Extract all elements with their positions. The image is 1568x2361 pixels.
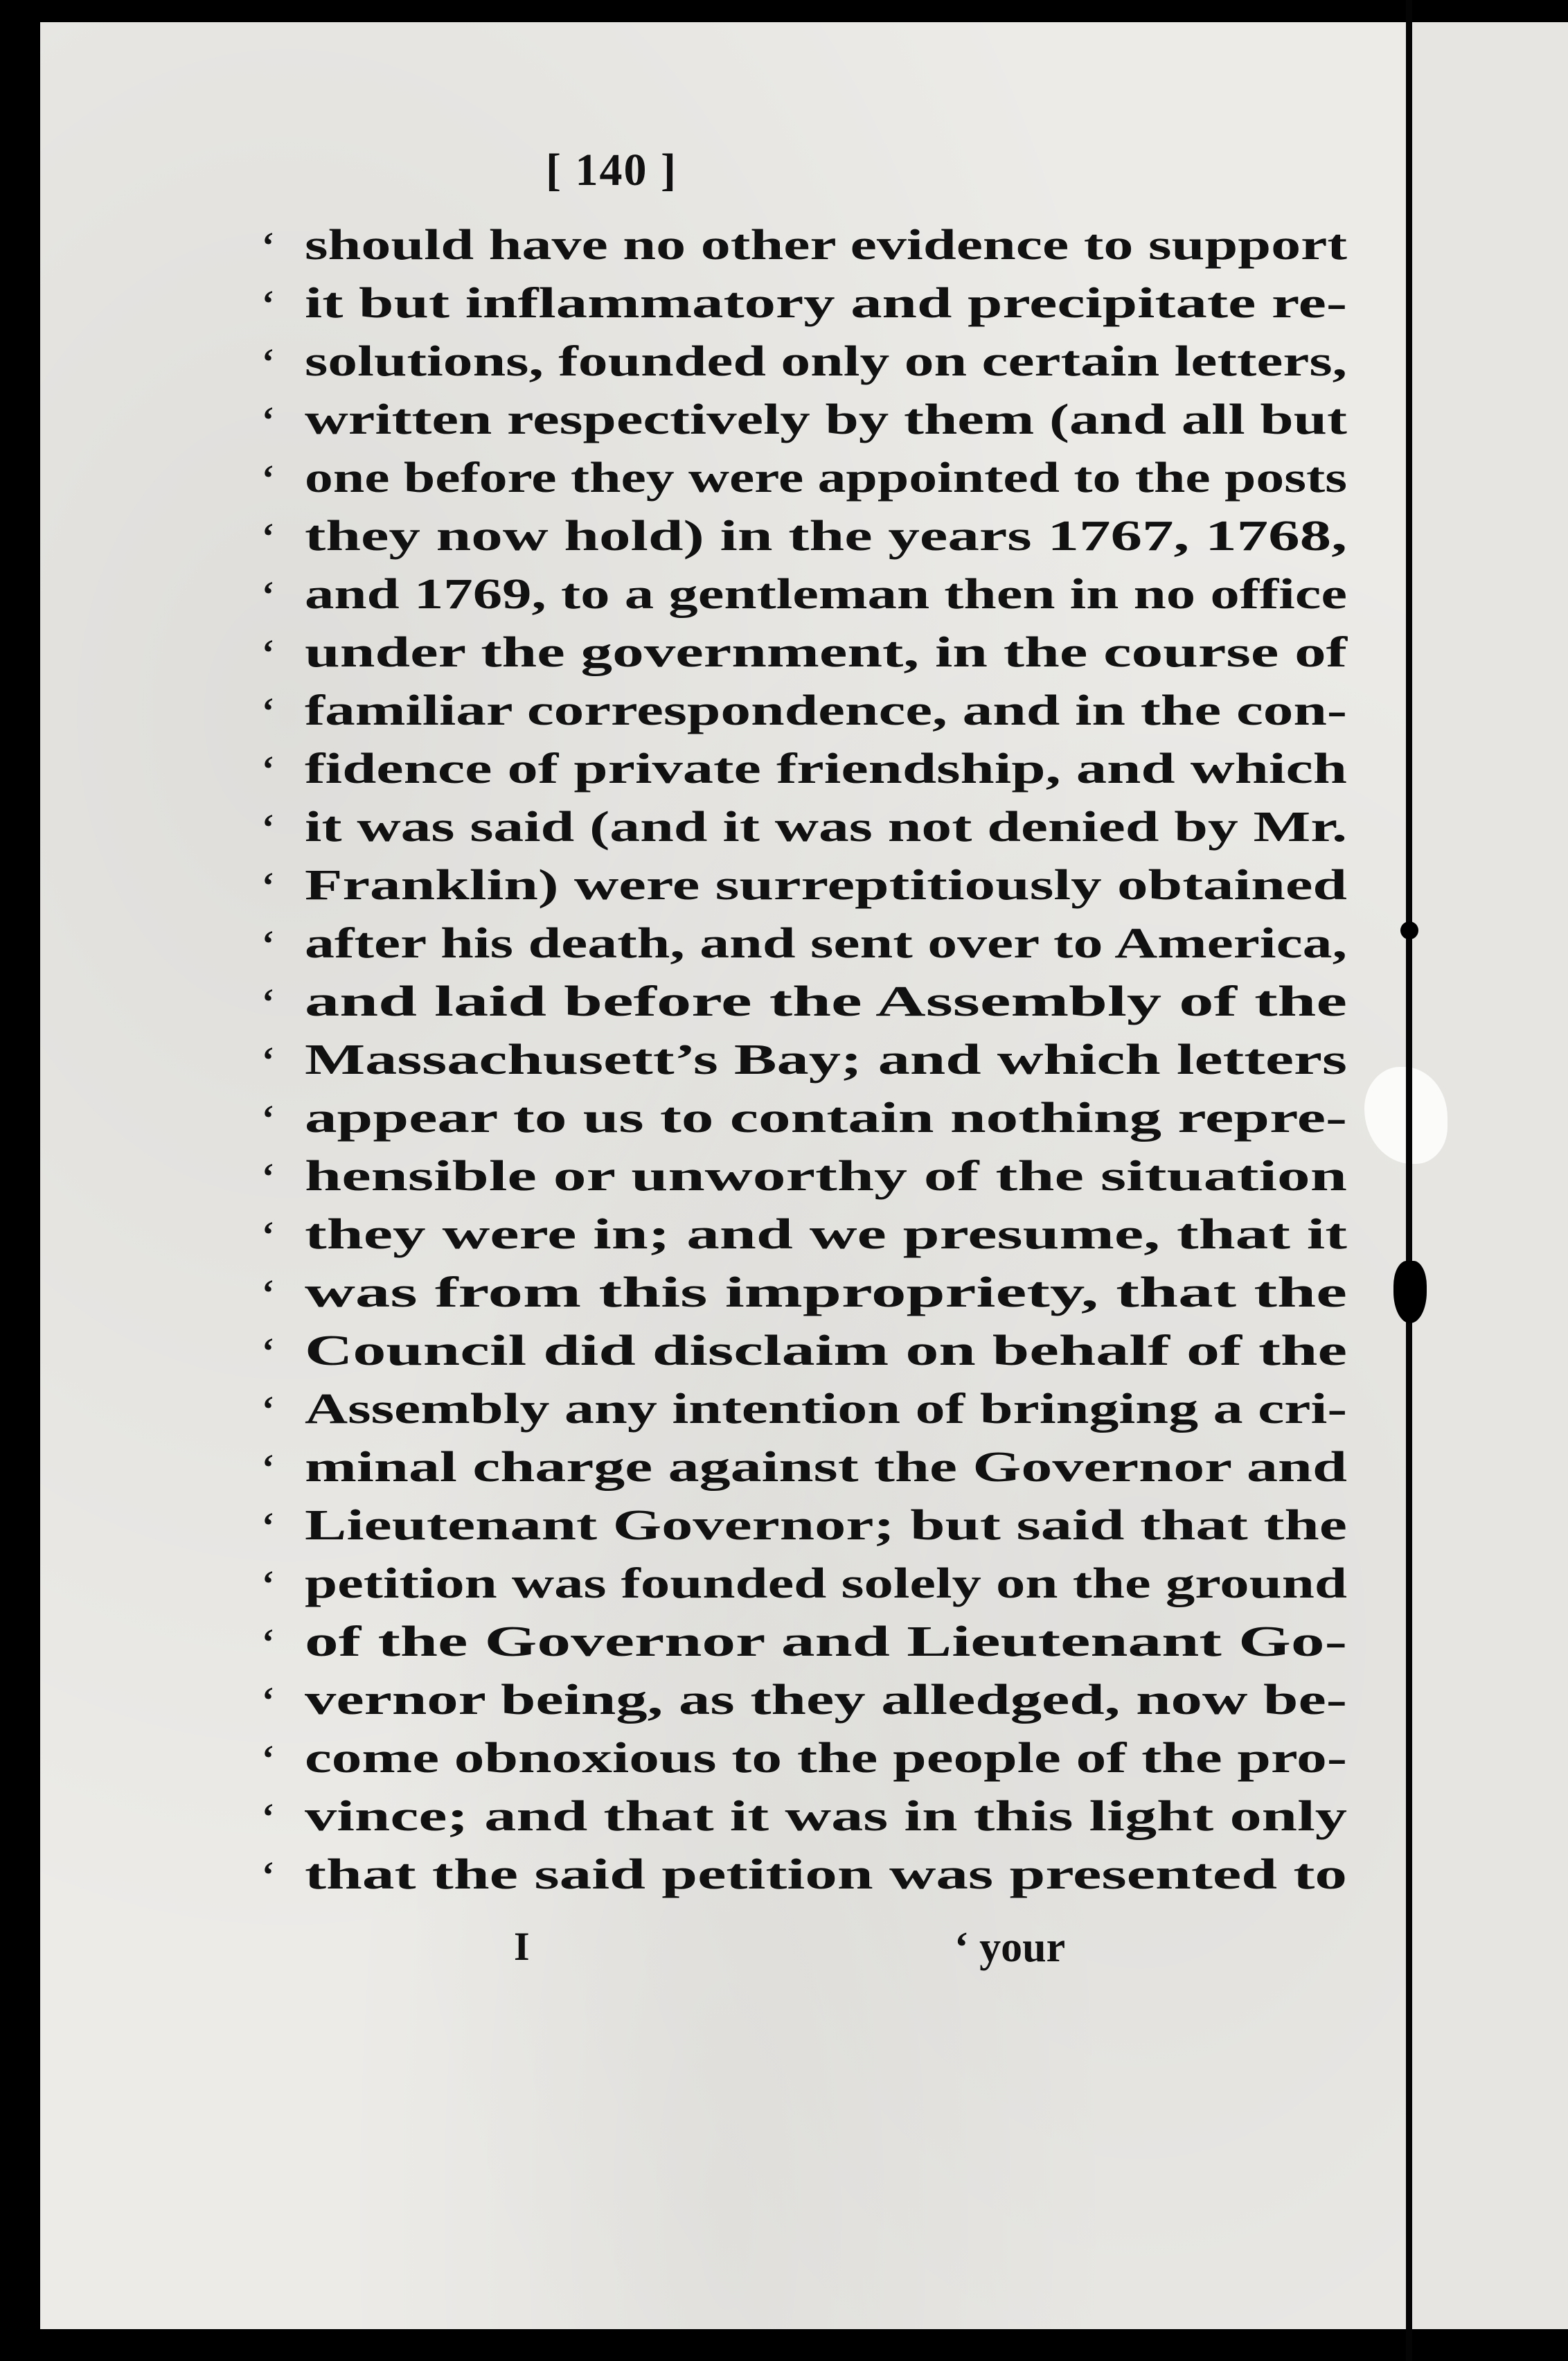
quote-mark: ‘ <box>262 515 274 557</box>
text-line <box>262 740 1347 798</box>
text-line <box>262 333 1348 391</box>
body-text <box>262 216 1348 1904</box>
line-text: fidence of private friendship, and which <box>305 745 1347 793</box>
line-text: one before they were appointed to the posts <box>305 454 1347 502</box>
text-line <box>262 973 1347 1031</box>
text-line <box>262 1787 1348 1846</box>
text-line <box>262 1205 1347 1264</box>
line-text: they now hold) in the years 1767, 1768, <box>305 513 1347 560</box>
line-text: Assembly any intention of bringing a cri- <box>305 1386 1347 1433</box>
line-text: appear to us to contain nothing repre- <box>305 1095 1348 1142</box>
text-line <box>262 1031 1347 1089</box>
line-text: familiar correspondence, and in the con- <box>305 687 1348 734</box>
text-line <box>262 798 1348 856</box>
text-line <box>262 914 1348 973</box>
quote-mark: ‘ <box>262 1330 274 1372</box>
text-line <box>262 1846 1348 1904</box>
text-line <box>262 1613 1348 1671</box>
text-line <box>262 1438 1348 1496</box>
gutter-mark <box>1400 921 1418 939</box>
line-text: solutions, founded only on certain letters, <box>305 338 1348 385</box>
quote-mark: ‘ <box>262 748 274 790</box>
page-number-header: [ 140 ] <box>546 145 677 195</box>
line-text: come obnoxious to the people of the pro- <box>305 1735 1347 1782</box>
text-line <box>262 391 1347 449</box>
text-line <box>262 274 1348 333</box>
quote-mark: ‘ <box>262 341 274 382</box>
text-line <box>262 1264 1347 1322</box>
quote-mark: ‘ <box>262 690 274 732</box>
bleed-through-area <box>47 230 206 2101</box>
signature-mark: I <box>514 1924 530 1969</box>
line-text: vernor being, as they alledged, now be- <box>305 1677 1347 1724</box>
text-line <box>262 1496 1347 1555</box>
quote-mark: ‘ <box>262 574 274 615</box>
quote-mark: ‘ <box>262 1214 274 1255</box>
catchword: ‘ your <box>954 1924 1066 1971</box>
text-line <box>262 565 1348 624</box>
text-line <box>262 682 1348 740</box>
text-line <box>262 449 1347 507</box>
line-text: after his death, and sent over to America, <box>305 920 1348 967</box>
quote-mark: ‘ <box>262 1621 274 1663</box>
quote-mark: ‘ <box>262 1039 274 1081</box>
text-line <box>262 1089 1348 1147</box>
quote-mark: ‘ <box>262 224 274 266</box>
quote-mark: ‘ <box>262 1388 274 1430</box>
line-text: Franklin) were surreptitiously obtained <box>305 862 1348 909</box>
quote-mark: ‘ <box>262 457 274 499</box>
line-text: that the said petition was presented to <box>305 1851 1348 1898</box>
quote-mark: ‘ <box>262 1097 274 1139</box>
text-line <box>262 1555 1348 1613</box>
quote-mark: ‘ <box>262 1796 274 1837</box>
text-line <box>262 507 1347 565</box>
text-line <box>262 1322 1348 1380</box>
line-text: and 1769, to a gentleman then in no office <box>305 571 1348 618</box>
text-line <box>262 1671 1347 1729</box>
quote-mark: ‘ <box>262 806 274 848</box>
line-text: and laid before the Assembly of the <box>305 978 1347 1025</box>
quote-mark: ‘ <box>262 1505 274 1546</box>
line-text: written respectively by them (and all but <box>305 396 1347 443</box>
line-text: Council did disclaim on behalf of the <box>305 1327 1348 1374</box>
quote-mark: ‘ <box>262 923 274 964</box>
text-line <box>262 624 1348 682</box>
quote-mark: ‘ <box>262 283 274 324</box>
line-text: was from this impropriety, that the <box>305 1269 1347 1316</box>
ink-blot <box>1393 1261 1427 1323</box>
line-text: vince; and that it was in this light only <box>305 1793 1348 1840</box>
line-text: hensible or unworthy of the situation <box>305 1153 1347 1200</box>
quote-mark: ‘ <box>262 1737 274 1779</box>
line-text: it but inflammatory and precipitate re- <box>305 280 1348 327</box>
quote-mark: ‘ <box>262 632 274 673</box>
line-text: they were in; and we presume, that it <box>305 1211 1347 1258</box>
adjacent-page-margin <box>1412 22 1568 2329</box>
line-text: of the Governor and Lieutenant Go- <box>305 1618 1348 1665</box>
text-line <box>262 216 1348 274</box>
quote-mark: ‘ <box>262 981 274 1023</box>
quote-mark: ‘ <box>262 1854 274 1895</box>
quote-mark: ‘ <box>262 865 274 906</box>
text-line <box>262 1729 1347 1787</box>
text-line <box>262 1380 1347 1438</box>
line-text: minal charge against the Governor and <box>305 1444 1348 1491</box>
quote-mark: ‘ <box>262 1563 274 1604</box>
line-text: should have no other evidence to support <box>305 222 1348 269</box>
text-line <box>262 856 1348 914</box>
quote-mark: ‘ <box>262 399 274 441</box>
line-text: petition was founded solely on the ground <box>305 1560 1348 1607</box>
line-text: Massachusett’s Bay; and which letters <box>305 1036 1347 1084</box>
text-line <box>262 1147 1347 1205</box>
line-text: it was said (and it was not denied by Mr. <box>305 804 1348 851</box>
gutter-line <box>1406 0 1412 2361</box>
quote-mark: ‘ <box>262 1156 274 1197</box>
quote-mark: ‘ <box>262 1272 274 1314</box>
line-text: Lieutenant Governor; but said that the <box>305 1502 1347 1549</box>
line-text: under the government, in the course of <box>305 629 1348 676</box>
quote-mark: ‘ <box>262 1679 274 1721</box>
quote-mark: ‘ <box>262 1447 274 1488</box>
